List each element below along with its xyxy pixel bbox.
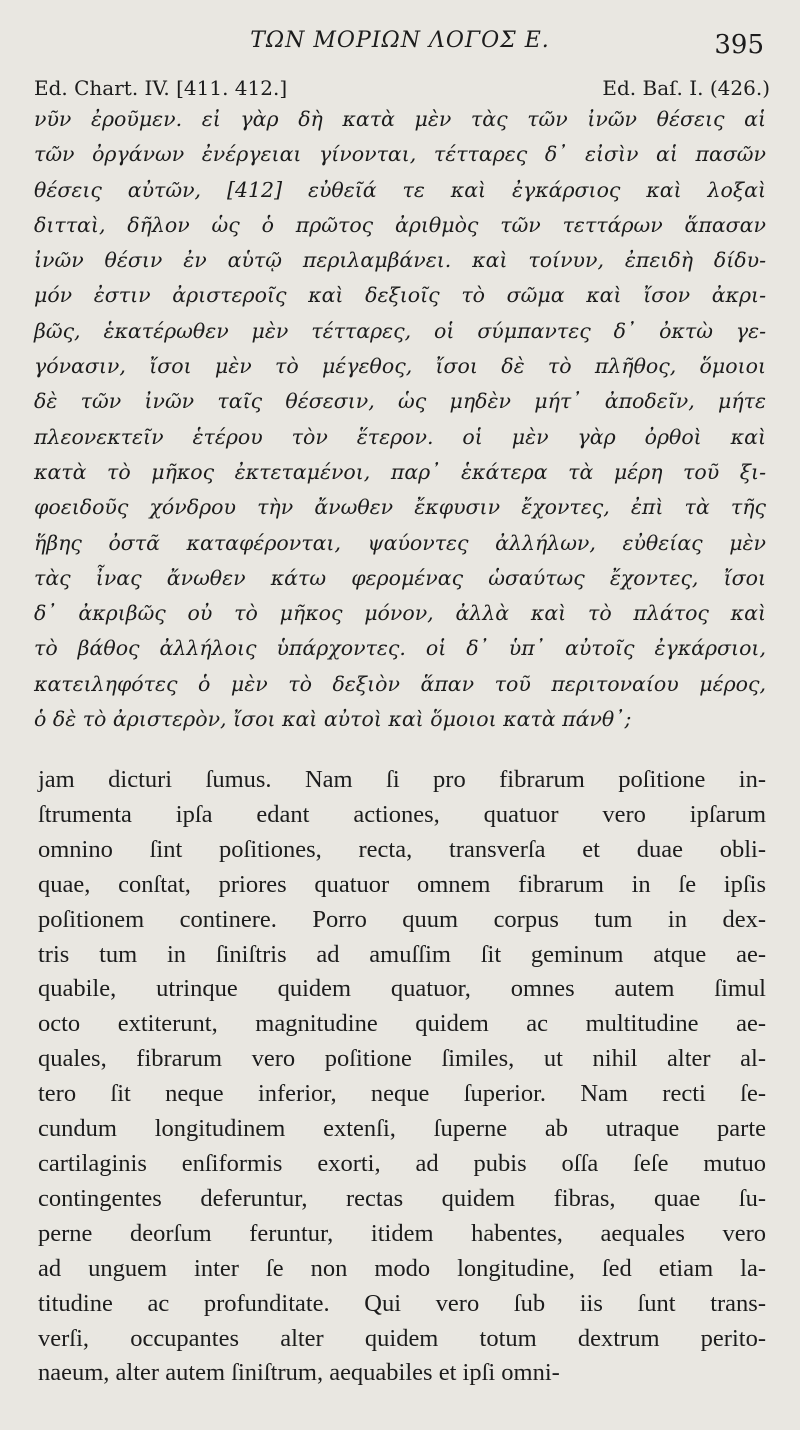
greek-text-line: κατειληφότες ὁ μὲν τὸ δεξιὸν ἅπαν τοῦ περιτοναίου μέρος,	[34, 671, 766, 696]
latin-text-line: tris tum in ſiniſtris ad amuſſim ſit geminum atque ae-	[38, 940, 766, 968]
running-title: ΤΩΝ ΜΟΡΙΩΝ ΛΟΓΟΣ Ε.	[250, 28, 550, 53]
latin-text-line: verſi, occupantes alter quidem totum dextrum perito-	[38, 1324, 766, 1352]
greek-text-line: ὁ δὲ τὸ ἀριστερὸν, ἴσοι καὶ αὐτοὶ καὶ ὅμοιοι κατὰ πάνθ᾽;	[34, 707, 632, 732]
latin-text-line: quales, fibrarum vero poſitione ſimiles, ut nihil alter al-	[38, 1045, 766, 1073]
greek-text-line: διτταὶ, δῆλον ὡς ὁ πρῶτος ἀριθμὸς τῶν τεττάρων ἅπασαν	[34, 212, 766, 237]
latin-text-line: perne deorſum feruntur, itidem habentes, aequales vero	[38, 1219, 766, 1247]
edition-reference-left: Ed. Chart. IV. [411. 412.]	[34, 76, 288, 100]
greek-text-line: δὲ τῶν ἰνῶν ταῖς θέσεσιν, ὡς μηδὲν μήτ᾽ ἀποδεῖν, μήτε	[34, 389, 766, 414]
latin-text-line: ſtrumenta ipſa edant actiones, quatuor vero ipſarum	[38, 800, 766, 828]
latin-text-line: ad unguem inter ſe non modo longitudine, ſed etiam la-	[38, 1254, 766, 1282]
greek-text-line: ἰνῶν θέσιν ἐν αὑτῷ περιλαμβάνει. καὶ τοίνυν, ἐπειδὴ δίδυ-	[34, 248, 766, 273]
greek-text-line: τῶν ὀργάνων ἐνέργειαι γίνονται, τέτταρες δ᾽ εἰσὶν αἱ πασῶν	[34, 142, 766, 167]
greek-text-line: πλεονεκτεῖν ἑτέρου τὸν ἕτερον. οἱ μὲν γὰρ ὀρθοὶ καὶ	[34, 424, 766, 449]
latin-text-line: quae, conſtat, priores quatuor omnem fibrarum in ſe ipſis	[38, 870, 766, 898]
greek-text-line: βῶς, ἑκατέρωθεν μὲν τέτταρες, οἱ σύμπαντες δ᾽ ὀκτὼ γε-	[34, 318, 766, 343]
latin-text-line: titudine ac profunditate. Qui vero ſub iis ſunt trans-	[38, 1289, 766, 1317]
greek-text-line: τὰς ἶνας ἄνωθεν κάτω φερομένας ὡσαύτως ἔχοντες, ἴσοι	[34, 565, 766, 590]
latin-text-line: tero ſit neque inferior, neque ſuperior. Nam recti ſe-	[38, 1080, 766, 1108]
latin-text-line: omnino ſint poſitiones, recta, transverſa et duae obli-	[38, 835, 766, 863]
latin-text-line: cundum longitudinem extenſi, ſuperne ab utraque parte	[38, 1115, 766, 1143]
greek-text-line: δ᾽ ἀκριβῶς οὐ τὸ μῆκος μόνον, ἀλλὰ καὶ τὸ πλάτος καὶ	[34, 601, 766, 626]
greek-text-line: νῦν ἐροῦμεν. εἰ γὰρ δὴ κατὰ μὲν τὰς τῶν ἰνῶν θέσεις αἱ	[34, 107, 766, 131]
latin-text-line: cartilaginis enſiformis exorti, ad pubis oſſa ſeſe mutuo	[38, 1149, 766, 1177]
latin-text-line: naeum, alter autem ſiniſtrum, aequabiles et ipſi omni-	[38, 1359, 560, 1387]
greek-text-line: τὸ βάθος ἀλλήλοις ὑπάρχοντες. οἱ δ᾽ ὑπ᾽ αὐτοῖς ἐγκάρσιοι,	[34, 636, 766, 661]
latin-text-block	[38, 763, 766, 1391]
greek-text-line: κατὰ τὸ μῆκος ἐκτεταμένοι, παρ᾽ ἑκάτερα τὰ μέρη τοῦ ξι-	[34, 459, 766, 484]
greek-text-block	[34, 102, 766, 737]
page-number: 395	[714, 30, 764, 60]
greek-text-line: ἥβης ὀστᾶ καταφέρονται, ψαύοντες ἀλλήλων, εὐθείας μὲν	[34, 530, 766, 555]
latin-text-line: octo extiterunt, magnitudine quidem ac multitudine ae-	[38, 1010, 766, 1038]
latin-text-line: quabile, utrinque quidem quatuor, omnes autem ſimul	[38, 975, 766, 1003]
latin-text-line: contingentes deferuntur, rectas quidem fibras, quae ſu-	[38, 1184, 766, 1212]
latin-text-line: jam dicturi ſumus. Nam ſi pro fibrarum poſitione in-	[38, 766, 766, 793]
greek-text-line: θέσεις αὐτῶν, [412] εὐθεῖά τε καὶ ἐγκάρσιος καὶ λοξαὶ	[34, 177, 766, 202]
greek-text-line: φοειδοῦς χόνδρου τὴν ἄνωθεν ἔκφυσιν ἔχοντες, ἐπὶ τὰ τῆς	[34, 495, 766, 520]
greek-text-line: γόνασιν, ἴσοι μὲν τὸ μέγεθος, ἴσοι δὲ τὸ πλῆθος, ὅμοιοι	[34, 354, 766, 379]
edition-reference-right: Ed. Baſ. I. (426.)	[602, 76, 770, 100]
greek-text-line: μόν ἐστιν ἀριστεροῖς καὶ δεξιοῖς τὸ σῶμα καὶ ἴσον ἀκρι-	[34, 283, 766, 308]
latin-text-line: poſitionem continere. Porro quum corpus tum in dex-	[38, 905, 766, 933]
